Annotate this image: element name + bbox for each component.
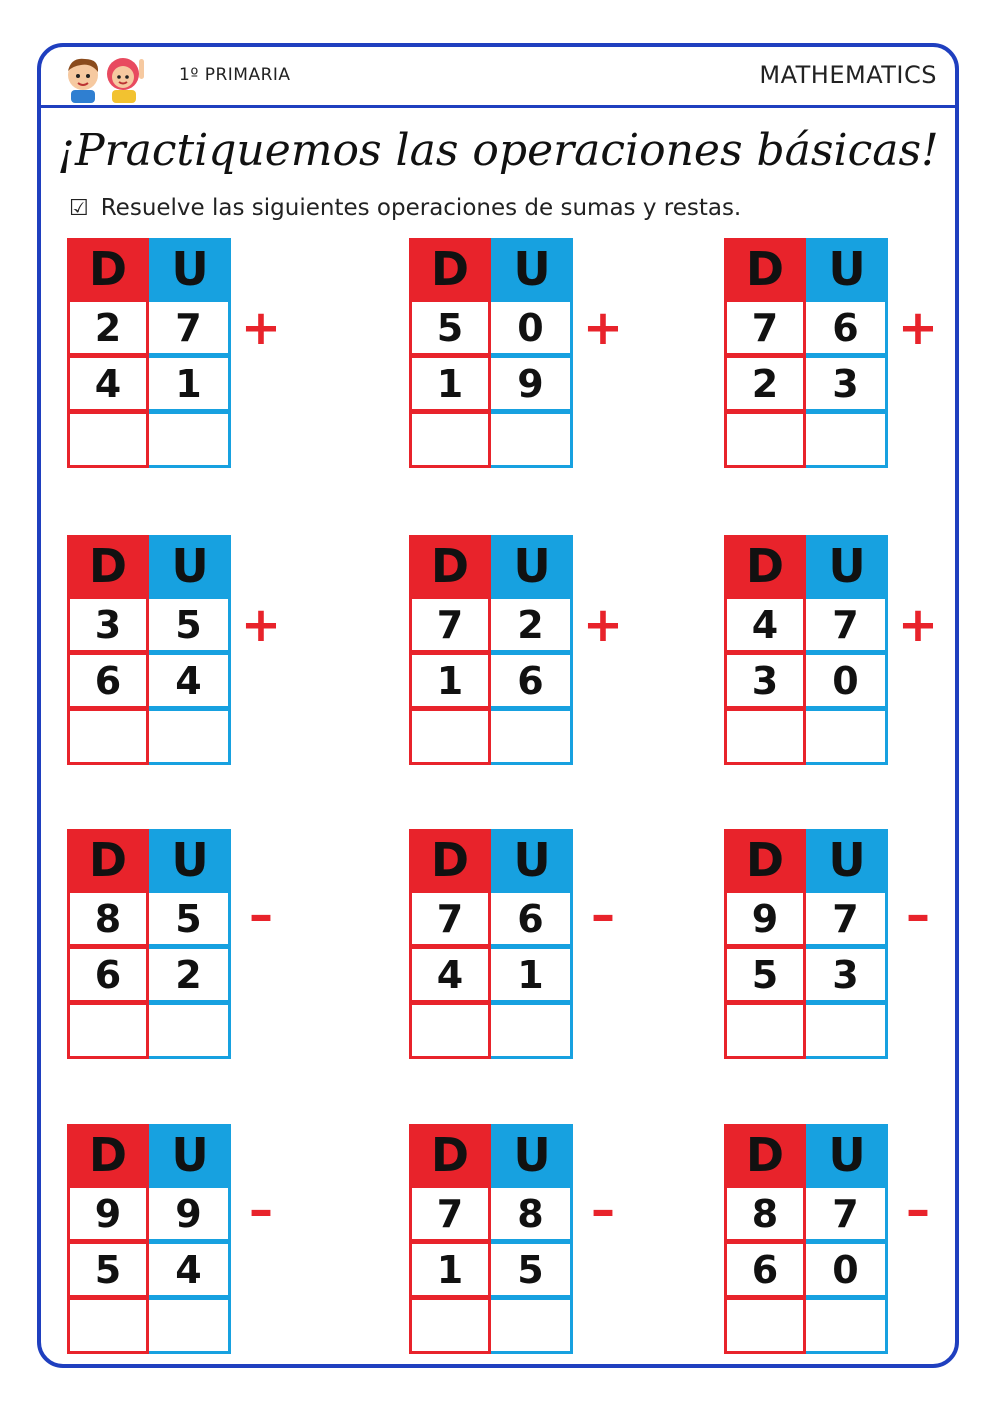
units-header: U bbox=[149, 238, 231, 300]
top-units-digit: 5 bbox=[149, 597, 231, 653]
header-divider bbox=[41, 105, 955, 108]
operation-block bbox=[724, 829, 944, 1065]
units-header: U bbox=[806, 829, 888, 891]
bottom-number-row bbox=[724, 1242, 888, 1298]
bottom-number-row bbox=[409, 653, 573, 709]
tens-header: D bbox=[724, 535, 806, 597]
top-tens-digit: 7 bbox=[409, 597, 491, 653]
answer-tens-cell[interactable] bbox=[67, 1298, 149, 1354]
bottom-units-digit: 3 bbox=[806, 356, 888, 412]
answer-units-cell[interactable] bbox=[149, 1003, 231, 1059]
operation-sign: + bbox=[240, 597, 282, 653]
table-header bbox=[724, 535, 888, 597]
answer-units-cell[interactable] bbox=[806, 1298, 888, 1354]
answer-tens-cell[interactable] bbox=[724, 709, 806, 765]
top-number-row bbox=[409, 300, 573, 356]
place-value-table bbox=[67, 1124, 231, 1354]
top-units-digit: 5 bbox=[149, 891, 231, 947]
bottom-number-row bbox=[67, 653, 231, 709]
operation-block bbox=[67, 1124, 287, 1360]
grade-label: 1º PRIMARIA bbox=[179, 65, 291, 85]
units-header: U bbox=[491, 535, 573, 597]
bottom-tens-digit: 4 bbox=[409, 947, 491, 1003]
answer-row bbox=[67, 412, 231, 468]
answer-row bbox=[724, 1298, 888, 1354]
top-units-digit: 6 bbox=[806, 300, 888, 356]
answer-tens-cell[interactable] bbox=[409, 1298, 491, 1354]
top-number-row bbox=[724, 300, 888, 356]
bottom-number-row bbox=[409, 356, 573, 412]
answer-units-cell[interactable] bbox=[149, 1298, 231, 1354]
place-value-table bbox=[67, 829, 231, 1059]
operation-sign: + bbox=[582, 300, 624, 356]
answer-tens-cell[interactable] bbox=[67, 709, 149, 765]
operation-sign: – bbox=[249, 1182, 273, 1238]
bottom-number-row bbox=[724, 947, 888, 1003]
answer-tens-cell[interactable] bbox=[724, 412, 806, 468]
answer-row bbox=[724, 412, 888, 468]
answer-tens-cell[interactable] bbox=[409, 709, 491, 765]
kids-illustration bbox=[57, 53, 155, 103]
answer-units-cell[interactable] bbox=[806, 412, 888, 468]
top-number-row bbox=[724, 597, 888, 653]
bottom-units-digit: 1 bbox=[149, 356, 231, 412]
bottom-tens-digit: 1 bbox=[409, 1242, 491, 1298]
answer-tens-cell[interactable] bbox=[409, 412, 491, 468]
operation-block bbox=[409, 535, 629, 771]
answer-tens-cell[interactable] bbox=[724, 1298, 806, 1354]
units-header: U bbox=[806, 238, 888, 300]
answer-row bbox=[724, 709, 888, 765]
bottom-units-digit: 9 bbox=[491, 356, 573, 412]
top-units-digit: 7 bbox=[806, 597, 888, 653]
tens-header: D bbox=[724, 829, 806, 891]
units-header: U bbox=[149, 535, 231, 597]
answer-tens-cell[interactable] bbox=[67, 412, 149, 468]
tens-header: D bbox=[67, 238, 149, 300]
top-tens-digit: 5 bbox=[409, 300, 491, 356]
table-header bbox=[724, 1124, 888, 1186]
operation-sign: – bbox=[591, 1182, 615, 1238]
top-number-row bbox=[724, 891, 888, 947]
table-header bbox=[724, 829, 888, 891]
place-value-table bbox=[67, 535, 231, 765]
table-header bbox=[409, 238, 573, 300]
tens-header: D bbox=[67, 1124, 149, 1186]
tens-header: D bbox=[409, 1124, 491, 1186]
checkbox-icon: ☑ bbox=[69, 196, 89, 221]
bottom-number-row bbox=[67, 947, 231, 1003]
bottom-tens-digit: 4 bbox=[67, 356, 149, 412]
place-value-table bbox=[724, 238, 888, 468]
bottom-tens-digit: 1 bbox=[409, 356, 491, 412]
operation-sign: – bbox=[906, 1182, 930, 1238]
bottom-units-digit: 2 bbox=[149, 947, 231, 1003]
answer-units-cell[interactable] bbox=[491, 412, 573, 468]
table-header bbox=[67, 829, 231, 891]
table-header bbox=[67, 238, 231, 300]
operation-sign: – bbox=[591, 887, 615, 943]
answer-row bbox=[67, 1298, 231, 1354]
table-header bbox=[409, 829, 573, 891]
bottom-units-digit: 4 bbox=[149, 1242, 231, 1298]
top-units-digit: 2 bbox=[491, 597, 573, 653]
top-tens-digit: 2 bbox=[67, 300, 149, 356]
top-units-digit: 6 bbox=[491, 891, 573, 947]
top-units-digit: 8 bbox=[491, 1186, 573, 1242]
units-header: U bbox=[491, 829, 573, 891]
bottom-number-row bbox=[409, 1242, 573, 1298]
top-number-row bbox=[67, 300, 231, 356]
bottom-number-row bbox=[67, 1242, 231, 1298]
operation-block bbox=[724, 535, 944, 771]
operation-block bbox=[67, 535, 287, 771]
operation-sign: + bbox=[582, 597, 624, 653]
units-header: U bbox=[806, 1124, 888, 1186]
bottom-tens-digit: 6 bbox=[67, 653, 149, 709]
top-number-row bbox=[409, 891, 573, 947]
page-title: ¡Practiquemos las operaciones básicas! bbox=[57, 125, 939, 176]
subject-label: MATHEMATICS bbox=[759, 61, 937, 89]
answer-row bbox=[409, 412, 573, 468]
place-value-table bbox=[724, 1124, 888, 1354]
top-tens-digit: 7 bbox=[409, 891, 491, 947]
units-header: U bbox=[491, 1124, 573, 1186]
tens-header: D bbox=[724, 1124, 806, 1186]
place-value-table bbox=[724, 829, 888, 1059]
answer-row bbox=[67, 709, 231, 765]
table-header bbox=[67, 535, 231, 597]
bottom-units-digit: 6 bbox=[491, 653, 573, 709]
units-header: U bbox=[491, 238, 573, 300]
bottom-tens-digit: 5 bbox=[67, 1242, 149, 1298]
top-tens-digit: 3 bbox=[67, 597, 149, 653]
top-number-row bbox=[67, 891, 231, 947]
top-number-row bbox=[409, 1186, 573, 1242]
place-value-table bbox=[409, 535, 573, 765]
table-header bbox=[409, 1124, 573, 1186]
operation-block bbox=[67, 238, 287, 474]
top-tens-digit: 8 bbox=[724, 1186, 806, 1242]
answer-units-cell[interactable] bbox=[491, 709, 573, 765]
top-number-row bbox=[67, 1186, 231, 1242]
table-header bbox=[724, 238, 888, 300]
place-value-table bbox=[409, 238, 573, 468]
top-tens-digit: 7 bbox=[409, 1186, 491, 1242]
bottom-units-digit: 5 bbox=[491, 1242, 573, 1298]
answer-row bbox=[409, 1298, 573, 1354]
answer-units-cell[interactable] bbox=[806, 1003, 888, 1059]
operation-block bbox=[724, 1124, 944, 1360]
operation-sign: – bbox=[249, 887, 273, 943]
instruction bbox=[69, 195, 741, 221]
place-value-table bbox=[67, 238, 231, 468]
bottom-tens-digit: 2 bbox=[724, 356, 806, 412]
operation-sign: + bbox=[240, 300, 282, 356]
top-units-digit: 7 bbox=[149, 300, 231, 356]
bottom-units-digit: 0 bbox=[806, 1242, 888, 1298]
place-value-table bbox=[724, 535, 888, 765]
top-number-row bbox=[409, 597, 573, 653]
bottom-number-row bbox=[724, 653, 888, 709]
tens-header: D bbox=[409, 238, 491, 300]
bottom-tens-digit: 6 bbox=[67, 947, 149, 1003]
bottom-tens-digit: 6 bbox=[724, 1242, 806, 1298]
operation-block bbox=[409, 238, 629, 474]
tens-header: D bbox=[409, 829, 491, 891]
bottom-tens-digit: 3 bbox=[724, 653, 806, 709]
bottom-tens-digit: 5 bbox=[724, 947, 806, 1003]
operation-block bbox=[724, 238, 944, 474]
top-number-row bbox=[67, 597, 231, 653]
answer-units-cell[interactable] bbox=[806, 709, 888, 765]
units-header: U bbox=[149, 1124, 231, 1186]
answer-row bbox=[67, 1003, 231, 1059]
place-value-table bbox=[409, 829, 573, 1059]
bottom-units-digit: 3 bbox=[806, 947, 888, 1003]
top-units-digit: 9 bbox=[149, 1186, 231, 1242]
bottom-units-digit: 4 bbox=[149, 653, 231, 709]
operation-block bbox=[409, 829, 629, 1065]
bottom-tens-digit: 1 bbox=[409, 653, 491, 709]
answer-units-cell[interactable] bbox=[491, 1003, 573, 1059]
table-header bbox=[409, 535, 573, 597]
instruction-text: Resuelve las siguientes operaciones de sumas y restas. bbox=[100, 195, 742, 221]
units-header: U bbox=[149, 829, 231, 891]
top-tens-digit: 9 bbox=[724, 891, 806, 947]
answer-units-cell[interactable] bbox=[149, 709, 231, 765]
bottom-number-row bbox=[724, 356, 888, 412]
top-tens-digit: 8 bbox=[67, 891, 149, 947]
top-tens-digit: 7 bbox=[724, 300, 806, 356]
top-number-row bbox=[724, 1186, 888, 1242]
operation-sign: + bbox=[897, 300, 939, 356]
answer-tens-cell[interactable] bbox=[67, 1003, 149, 1059]
bottom-number-row bbox=[67, 356, 231, 412]
answer-row bbox=[409, 709, 573, 765]
bottom-number-row bbox=[409, 947, 573, 1003]
top-units-digit: 0 bbox=[491, 300, 573, 356]
tens-header: D bbox=[67, 829, 149, 891]
tens-header: D bbox=[67, 535, 149, 597]
operation-block bbox=[409, 1124, 629, 1360]
top-units-digit: 7 bbox=[806, 891, 888, 947]
top-tens-digit: 9 bbox=[67, 1186, 149, 1242]
operation-sign: – bbox=[906, 887, 930, 943]
answer-tens-cell[interactable] bbox=[724, 1003, 806, 1059]
answer-row bbox=[409, 1003, 573, 1059]
tens-header: D bbox=[409, 535, 491, 597]
operation-sign: + bbox=[897, 597, 939, 653]
answer-units-cell[interactable] bbox=[149, 412, 231, 468]
top-tens-digit: 4 bbox=[724, 597, 806, 653]
table-header bbox=[67, 1124, 231, 1186]
units-header: U bbox=[806, 535, 888, 597]
bottom-units-digit: 1 bbox=[491, 947, 573, 1003]
place-value-table bbox=[409, 1124, 573, 1354]
bottom-units-digit: 0 bbox=[806, 653, 888, 709]
answer-tens-cell[interactable] bbox=[409, 1003, 491, 1059]
tens-header: D bbox=[724, 238, 806, 300]
operation-block bbox=[67, 829, 287, 1065]
answer-units-cell[interactable] bbox=[491, 1298, 573, 1354]
top-units-digit: 7 bbox=[806, 1186, 888, 1242]
answer-row bbox=[724, 1003, 888, 1059]
